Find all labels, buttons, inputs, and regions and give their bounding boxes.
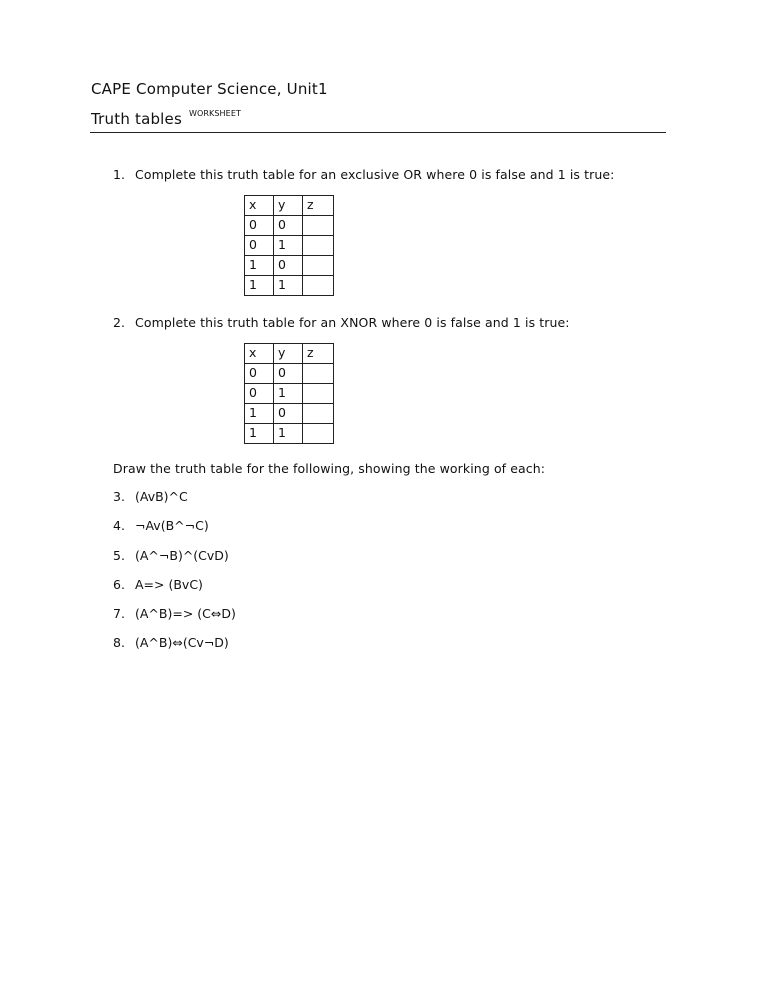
- truth-table-xor: [244, 195, 334, 296]
- item-number: 5.: [113, 547, 125, 563]
- answer-cell[interactable]: [303, 236, 334, 256]
- list-item: [113, 606, 236, 635]
- table-cell: 0: [274, 364, 303, 384]
- table-row: [245, 276, 334, 296]
- question-number: 2.: [113, 315, 126, 330]
- answer-cell[interactable]: [303, 276, 334, 296]
- worksheet-tag: WORKSHEET: [188, 109, 241, 118]
- table-cell: 1: [245, 256, 274, 276]
- table-cell: 0: [245, 216, 274, 236]
- table-header-row: [245, 196, 334, 216]
- item-number: 4.: [113, 518, 125, 534]
- header-divider: [90, 132, 666, 133]
- table-cell: 1: [274, 384, 303, 404]
- table-cell: 1: [245, 276, 274, 296]
- answer-cell[interactable]: [303, 404, 334, 424]
- expression-text: (A^B)⇔(Cv¬D): [135, 635, 229, 651]
- table-header-row: [245, 344, 334, 364]
- table-header-cell: z: [303, 196, 334, 216]
- table-header-cell: x: [245, 196, 274, 216]
- list-item: [113, 577, 236, 606]
- table-header-cell: y: [274, 344, 303, 364]
- question-number: 1.: [113, 167, 126, 182]
- table-cell: 1: [274, 424, 303, 444]
- table-cell: 1: [245, 424, 274, 444]
- table-row: [245, 404, 334, 424]
- table-cell: 1: [245, 404, 274, 424]
- table-header-cell: x: [245, 344, 274, 364]
- item-number: 8.: [113, 635, 125, 651]
- table-row: [245, 364, 334, 384]
- expression-text: A=> (BvC): [135, 576, 203, 592]
- question-text: Complete this truth table for an exclusive OR where 0 is false and 1 is true:: [135, 167, 615, 182]
- question-text: Complete this truth table for an XNOR where 0 is false and 1 is true:: [135, 315, 570, 330]
- expression-text: ¬Av(B^¬C): [135, 518, 209, 534]
- answer-cell[interactable]: [303, 256, 334, 276]
- answer-cell[interactable]: [303, 384, 334, 404]
- answer-cell[interactable]: [303, 216, 334, 236]
- table-row: [245, 424, 334, 444]
- table-cell: 0: [274, 216, 303, 236]
- instruction-text: Draw the truth table for the following, showing the working of each:: [113, 461, 546, 476]
- truth-table-xnor: [244, 343, 334, 444]
- expression-text: (A^¬B)^(CvD): [135, 547, 229, 563]
- item-number: 3.: [113, 489, 125, 504]
- table-row: [245, 216, 334, 236]
- list-item: [113, 518, 236, 547]
- answer-cell[interactable]: [303, 364, 334, 384]
- table-cell: 0: [245, 236, 274, 256]
- table-header-cell: z: [303, 344, 334, 364]
- course-title: CAPE Computer Science, Unit1: [91, 80, 328, 98]
- table-cell: 1: [274, 276, 303, 296]
- expression-text: (A^B)=> (C⇔D): [135, 606, 236, 622]
- item-number: 6.: [113, 576, 125, 592]
- table-row: [245, 236, 334, 256]
- subtitle-text: Truth tables: [91, 110, 182, 128]
- list-item: [113, 548, 236, 577]
- item-number: 7.: [113, 606, 125, 622]
- answer-cell[interactable]: [303, 424, 334, 444]
- table-cell: 0: [245, 384, 274, 404]
- table-header-cell: y: [274, 196, 303, 216]
- table-cell: 0: [245, 364, 274, 384]
- table-cell: 0: [274, 404, 303, 424]
- page-subtitle: [91, 110, 241, 128]
- table-row: [245, 384, 334, 404]
- question-2: [113, 315, 570, 330]
- list-item: [113, 489, 236, 518]
- expression-list: [113, 489, 236, 665]
- list-item: [113, 635, 236, 664]
- table-cell: 1: [274, 236, 303, 256]
- table-row: [245, 256, 334, 276]
- question-1: [113, 167, 614, 182]
- expression-text: (AvB)^C: [135, 489, 188, 504]
- table-cell: 0: [274, 256, 303, 276]
